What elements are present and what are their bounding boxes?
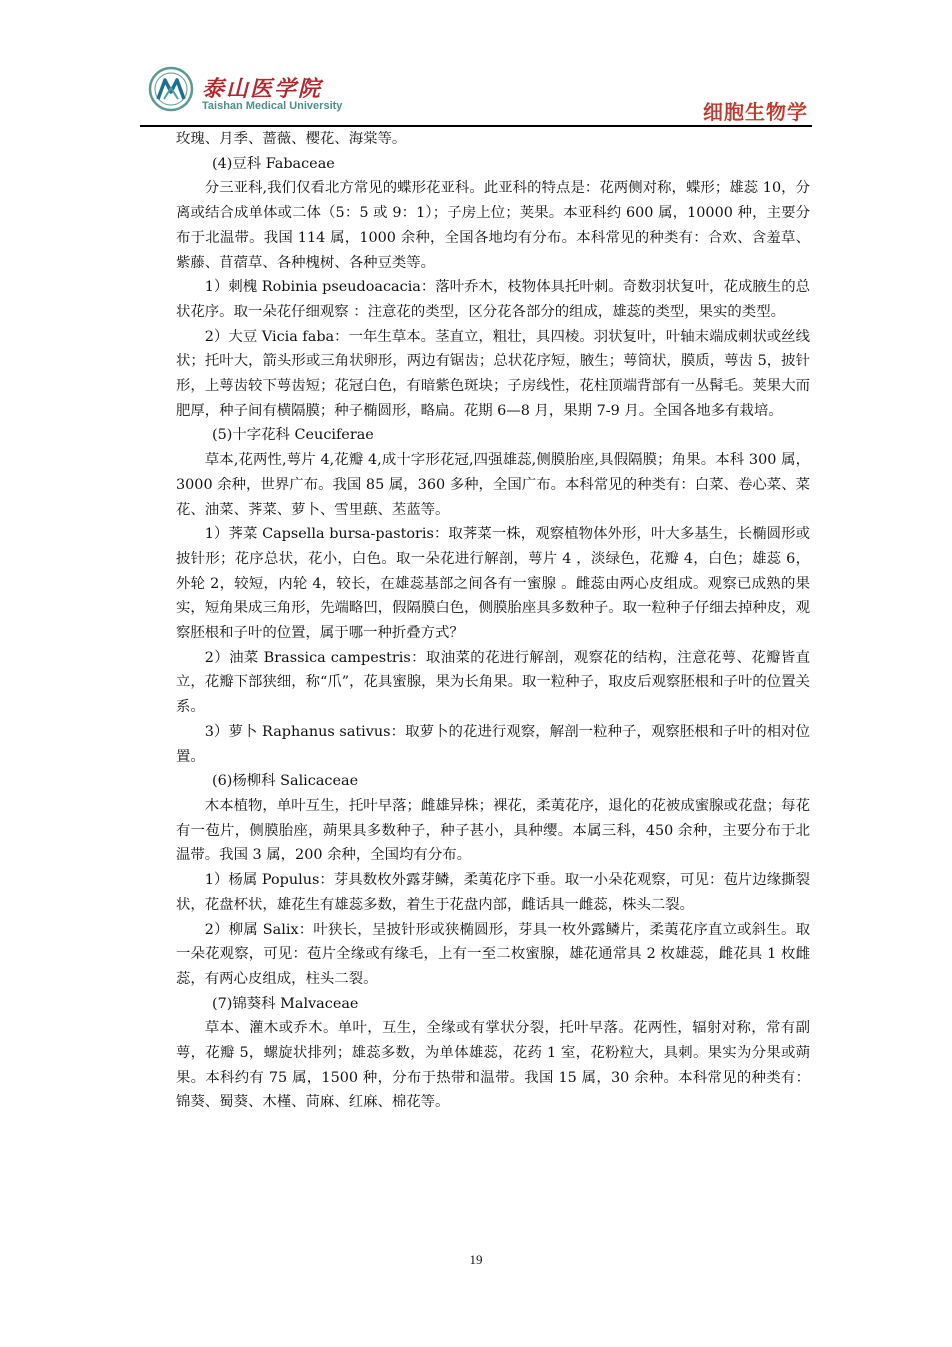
paragraph: 1）荠菜 Capsella bursa-pastoris：取荠菜一株，观察植物体外形，叶大多基生，长椭圆形或披针形；花序总状，花小，白色。取一朵花进行解剖，萼片 4 ，淡绿色，花瓣 4，白色；雄蕊 6，外轮 2，较短，内轮 4，较长，在雄蕊基部之间各有一蜜腺 。雌蕊由两心皮组成。观察已成熟的果实，短角果成三角形，先端略凹，假隔膜白色，侧膜胎座具多数种子。取一粒种子仔细去掉种皮，观察胚根和子叶的位置，属于哪一种折叠方式？ bbox=[176, 526, 810, 642]
course-title: 细胞生物学 bbox=[703, 100, 808, 124]
paragraph: 玫瑰、月季、蔷薇、樱花、海棠等。 bbox=[176, 131, 407, 147]
page-number: 19 bbox=[469, 1252, 483, 1267]
page-body bbox=[176, 127, 810, 1115]
university-seal-icon bbox=[148, 66, 194, 112]
university-name-en: Taishan Medical University bbox=[202, 100, 343, 112]
paragraph: 草本,花两性,萼片 4,花瓣 4,成十字形花冠,四强雄蕊,侧膜胎座,具假隔膜；角果。本科 300 属，3000 余种，世界广布。我国 85 属，360 多种，全国广布。本科常见的种类有：白菜、卷心菜、菜花、油菜、荠菜、萝卜、雪里蕻、苤蓝等。 bbox=[176, 452, 810, 518]
paragraph: 分三亚科,我们仅看北方常见的蝶形花亚科。此亚科的特点是：花两侧对称，蝶形；雄蕊 10，分离或结合成单体或二体（5：5 或 9：1）；子房上位；荚果。本亚科约 600 属，10000 种，主要分布于北温带。我国 114 属，1000 余种，全国各地均有分布。本科常见的种类有：合欢、含羞草、紫藤、苜蓿草、各种槐树、各种豆类等。 bbox=[176, 180, 810, 271]
paragraph: 2）油菜 Brassica campestris：取油菜的花进行解剖，观察花的结构，注意花萼、花瓣皆直立，花瓣下部狭细，称“爪”，花具蜜腺，果为长角果。取一粒种子，取皮后观察胚根和子叶的位置关系。 bbox=[176, 649, 810, 716]
paragraph: 2）大豆 Vicia faba：一年生草本。茎直立，粗壮，具四棱。羽状复叶，叶轴末端成刺状或丝线状；托叶大，箭头形或三角状卵形，两边有锯齿；总状花序短，腋生；萼筒状，膜质，萼齿 5，披针形，上萼齿较下萼齿短；花冠白色，有暗紫色斑块；子房线性，花柱顶端背部有一丛髯毛。荚果大而肥厚，种子间有横隔膜；种子椭圆形，略扁。花期 6—8 月，果期 7-9 月。全国各地多有栽培。 bbox=[176, 328, 810, 419]
paragraph: 3）萝卜 Raphanus sativus：取萝卜的花进行观察，解剖一粒种子，观察胚根和子叶的相对位置。 bbox=[176, 723, 810, 765]
university-name-cn: 泰山医学院 bbox=[202, 77, 323, 102]
paragraph: 草本、灌木或乔木。单叶，互生，全缘或有掌状分裂，托叶早落。花两性，辐射对称，常有副萼，花瓣 5，螺旋状排列；雄蕊多数，为单体雄蕊，花药 1 室，花粉粒大，具刺。果实为分果或蒴果。本科约有 75 属，1500 种，分布于热带和温带。我国 15 属，30 余种。本科常见的种类有：锦葵、蜀葵、木槿、苘麻、红麻、棉花等。 bbox=[176, 1020, 810, 1111]
section-heading: (6)杨柳科 Salicaceae bbox=[212, 773, 359, 790]
section-heading: (4)豆科 Fabaceae bbox=[212, 155, 335, 172]
paragraph: 1）杨属 Populus：芽具数枚外露芽鳞，柔荑花序下垂。取一小朵花观察，可见：苞片边缘撕裂状，花盘杯状，雄花生有雄蕊多数，着生于花盘内部，雌话具一雌蕊，株头二裂。 bbox=[176, 872, 810, 913]
section-heading: (7)锦葵科 Malvaceae bbox=[212, 995, 359, 1012]
paragraph: 2）柳属 Salix：叶狭长，呈披针形或狭椭圆形，芽具一枚外露鳞片，柔荑花序直立或斜生。取一朵花观察，可见：苞片全缘或有缘毛，上有一至二枚蜜腺，雄花通常具 2 枚雄蕊，雌花具 1 枚雌蕊，有两心皮组成，柱头二裂。 bbox=[176, 921, 810, 987]
paragraph: 1）刺槐 Robinia pseudoacacia：落叶乔木，枝物体具托叶刺。奇数羽状复叶，花成腋生的总状花序。取一朵花仔细观察 ：注意花的类型，区分花各部分的组成，雄蕊的类型，果实的类型。 bbox=[176, 279, 810, 320]
paragraph: 木本植物，单叶互生，托叶早落；雌雄异株；裸花，柔荑花序，退化的花被成蜜腺或花盘；每花有一苞片，侧膜胎座，蒴果具多数种子，种子甚小，具种缨。本属三科，450 余种，主要分布于北温带。我国 3 属，200 余种，全国均有分布。 bbox=[176, 797, 810, 864]
section-heading: (5)十字花科 Ceuciferae bbox=[212, 427, 374, 444]
page-header bbox=[140, 62, 812, 126]
